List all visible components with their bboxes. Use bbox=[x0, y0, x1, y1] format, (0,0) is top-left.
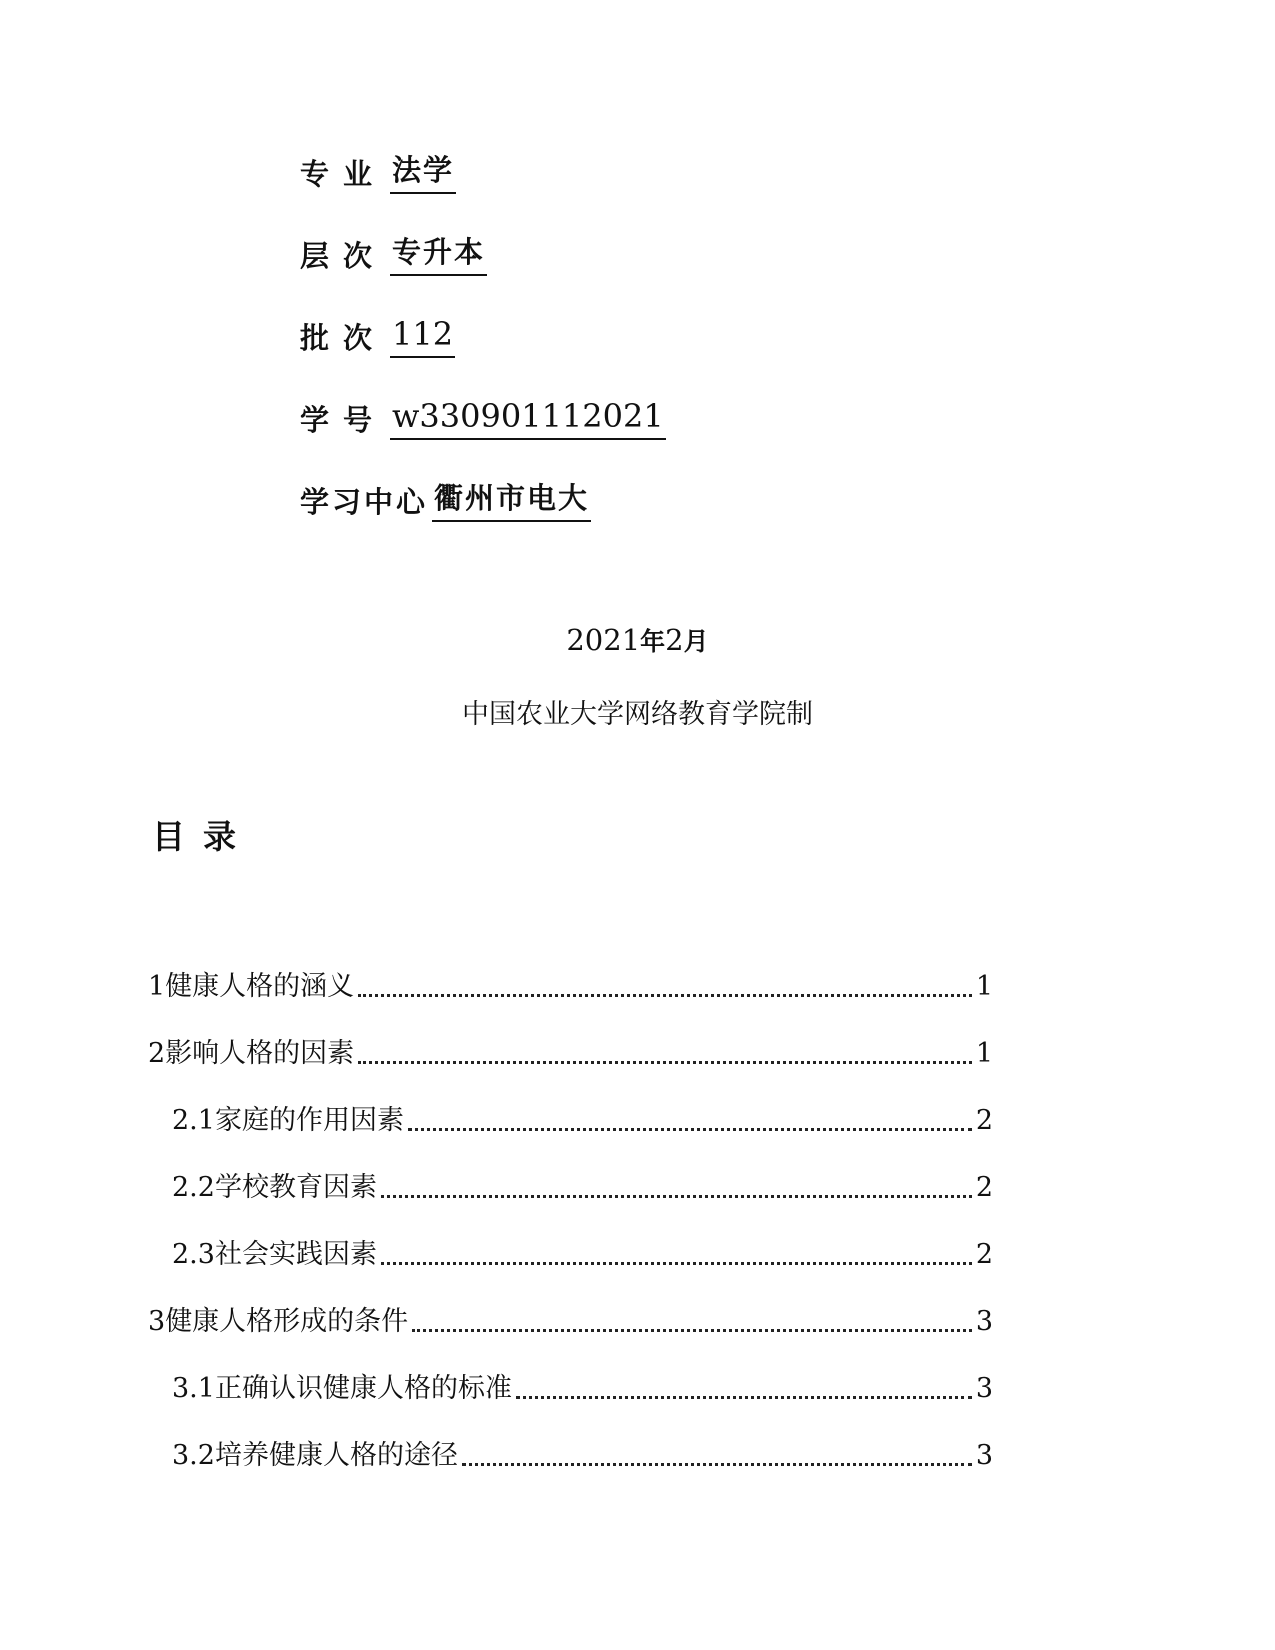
toc-entry-text: 培养健康人格的途径 bbox=[214, 1440, 458, 1471]
toc-entry-text: 健康人格的涵义 bbox=[165, 971, 355, 1002]
field-label-batch: 批次 bbox=[300, 321, 387, 355]
toc-leader-dots bbox=[358, 1060, 972, 1064]
toc-entry-text: 家庭的作用因素 bbox=[214, 1105, 404, 1136]
toc-leader-dots bbox=[412, 1328, 972, 1332]
toc-entry-page: 1 bbox=[975, 1038, 993, 1069]
toc-entry-page: 3 bbox=[975, 1306, 993, 1337]
toc-entry-text: 影响人格的因素 bbox=[165, 1038, 355, 1069]
date-line bbox=[0, 620, 1275, 662]
field-label-center: 学习中心 bbox=[300, 485, 429, 519]
toc-entry[interactable] bbox=[148, 1342, 993, 1409]
toc-entry-number: 1 bbox=[148, 971, 166, 1002]
toc-entry-page: 2 bbox=[975, 1239, 993, 1270]
field-label-major: 专业 bbox=[300, 157, 387, 191]
field-value-student-id: w330901112021 bbox=[390, 396, 666, 440]
field-label-student-id: 学号 bbox=[300, 403, 387, 437]
date-year: 2021 bbox=[566, 623, 641, 657]
field-label-level: 层次 bbox=[300, 239, 387, 273]
date-year-char: 年 bbox=[640, 627, 666, 656]
field-batch bbox=[300, 310, 455, 358]
toc-entry-page: 3 bbox=[975, 1440, 993, 1471]
toc-leader-dots bbox=[516, 1395, 972, 1399]
toc-entry-page: 2 bbox=[975, 1105, 993, 1136]
date-month: 2 bbox=[665, 623, 684, 657]
toc-entry-number: 3.1 bbox=[172, 1373, 215, 1404]
field-student-id bbox=[300, 392, 666, 440]
toc-entry[interactable] bbox=[148, 1141, 993, 1208]
toc-entry-text: 学校教育因素 bbox=[214, 1172, 377, 1203]
institution-line: 中国农业大学网络教育学院制 bbox=[462, 699, 813, 730]
toc-leader-dots bbox=[408, 1127, 972, 1131]
field-value-center: 衢州市电大 bbox=[432, 478, 591, 522]
field-major bbox=[300, 146, 456, 194]
toc-entry-number: 2.3 bbox=[172, 1239, 215, 1270]
field-value-level: 专升本 bbox=[390, 232, 487, 276]
toc-leader-dots bbox=[462, 1462, 972, 1466]
toc-entry-text: 社会实践因素 bbox=[214, 1239, 377, 1270]
field-level bbox=[300, 228, 487, 276]
field-value-major: 法学 bbox=[390, 150, 456, 194]
toc-leader-dots bbox=[358, 993, 972, 997]
toc-entry-page: 3 bbox=[975, 1373, 993, 1404]
toc-entry-page: 2 bbox=[975, 1172, 993, 1203]
toc-entry[interactable] bbox=[148, 1208, 993, 1275]
field-value-batch: 112 bbox=[390, 314, 455, 358]
date-month-char: 月 bbox=[683, 627, 709, 656]
toc-entry[interactable] bbox=[148, 1409, 993, 1476]
toc-list bbox=[148, 940, 993, 1476]
toc-title: 目录 bbox=[152, 817, 254, 856]
toc-entry-number: 3 bbox=[148, 1306, 166, 1337]
toc-leader-dots bbox=[381, 1261, 972, 1265]
toc-entry[interactable] bbox=[148, 1007, 993, 1074]
toc-entry-number: 2.1 bbox=[172, 1105, 215, 1136]
toc-leader-dots bbox=[381, 1194, 972, 1198]
toc-entry-number: 2.2 bbox=[172, 1172, 215, 1203]
toc-entry[interactable] bbox=[148, 1275, 993, 1342]
toc-entry-number: 2 bbox=[148, 1038, 166, 1069]
toc-entry-text: 正确认识健康人格的标准 bbox=[214, 1373, 512, 1404]
toc-entry-text: 健康人格形成的条件 bbox=[165, 1306, 409, 1337]
toc-entry[interactable] bbox=[148, 1074, 993, 1141]
toc-entry-number: 3.2 bbox=[172, 1440, 215, 1471]
toc-entry[interactable] bbox=[148, 940, 993, 1007]
field-center bbox=[300, 474, 591, 522]
toc-entry-page: 1 bbox=[975, 971, 993, 1002]
